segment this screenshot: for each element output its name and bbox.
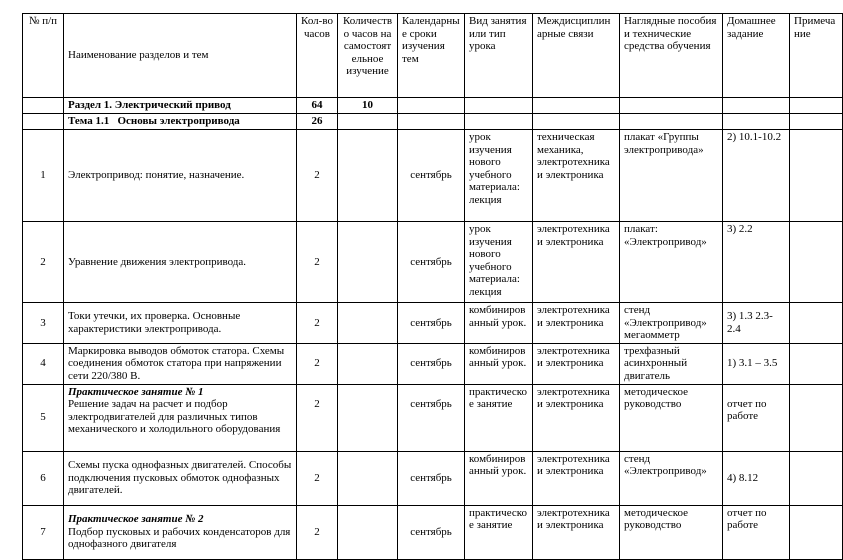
row-homework: 1) 3.1 – 3.5 [723, 343, 790, 384]
row-calendar: сентябрь [398, 343, 465, 384]
practical-title: Практическое занятие № 2 [68, 513, 204, 526]
row-homework: отчет по работе [723, 505, 790, 559]
row-name: Уравнение движения электропривода. [64, 222, 297, 303]
row-hours: 2 [297, 130, 338, 222]
row-type: практическое занятие [465, 384, 533, 451]
row-name: Токи утечки, их проверка. Основные характеристики электропривода. [64, 303, 297, 344]
section-hours: 64 [297, 98, 338, 114]
row-name-cell [64, 384, 297, 451]
row-homework: 3) 1.3 2.3-2.4 [723, 303, 790, 344]
topic-hours: 26 [297, 114, 338, 130]
row-interdisc: электротехника и электроника [533, 222, 620, 303]
row-aids: стенд «Электропривод» мегаомметр [620, 303, 723, 344]
row-interdisc: электротехника и электроника [533, 303, 620, 344]
section-self-hours: 10 [338, 98, 398, 114]
practical-title: Практическое занятие № 1 [68, 385, 204, 398]
row-aids: трехфазный асинхронный двигатель [620, 343, 723, 384]
table-row [23, 130, 843, 222]
header-self-hours: Количество часов на самостоятельное изучение [338, 14, 398, 98]
row-name: Решение задач на расчет и подбор электродвигателей для различных типов механического и холодильного оборудования [68, 398, 281, 436]
table-row [23, 222, 843, 303]
row-calendar: сентябрь [398, 303, 465, 344]
header-interdisc: Междисциплинарные связи [533, 14, 620, 98]
row-name: Подбор пусковых и рабочих конденсаторов для однофазного двигателя [68, 525, 291, 551]
row-hours: 2 [297, 222, 338, 303]
header-hours: Кол-во часов [297, 14, 338, 98]
row-num: 1 [23, 130, 64, 222]
row-name: Маркировка выводов обмоток статора. Схемы соединения обмоток статора при напряжении сети 220/380 В. [64, 343, 297, 384]
row-homework: 2) 10.1-10.2 [723, 130, 790, 222]
row-calendar: сентябрь [398, 505, 465, 559]
row-num: 4 [23, 343, 64, 384]
row-name-cell [64, 505, 297, 559]
row-calendar: сентябрь [398, 384, 465, 451]
row-type: комбинированный урок. [465, 303, 533, 344]
row-calendar: сентябрь [398, 222, 465, 303]
table-row [23, 505, 843, 559]
row-interdisc: электротехника и электроника [533, 343, 620, 384]
topic-title: Тема 1.1 Основы электропривода [64, 114, 297, 130]
row-calendar: сентябрь [398, 130, 465, 222]
row-hours: 2 [297, 451, 338, 505]
table-row [23, 384, 843, 451]
row-interdisc: техническая механика, электротехника и электроника [533, 130, 620, 222]
header-homework: Домашнее задание [723, 14, 790, 98]
header-notes: Примечание [790, 14, 843, 98]
row-type: урок изучения нового учебного материала: лекция [465, 222, 533, 303]
section-title: Раздел 1. Электрический привод [64, 98, 297, 114]
row-hours: 2 [297, 343, 338, 384]
row-name: Схемы пуска однофазных двигателей. Способы подключения пусковых обмоток однофазных двигателей. [64, 451, 297, 505]
row-homework: 3) 2.2 [723, 222, 790, 303]
row-aids: стенд «Электропривод» [620, 451, 723, 505]
row-name: Электропривод: понятие, назначение. [64, 130, 297, 222]
table-row [23, 343, 843, 384]
row-hours: 2 [297, 505, 338, 559]
row-num: 2 [23, 222, 64, 303]
row-hours: 2 [297, 303, 338, 344]
row-aids: плакат: «Электропривод» [620, 222, 723, 303]
row-interdisc: электротехника и электроника [533, 384, 620, 451]
curriculum-table [22, 13, 843, 560]
row-homework: отчет по работе [723, 384, 790, 451]
row-type: практическое занятие [465, 505, 533, 559]
row-type: урок изучения нового учебного материала: лекция [465, 130, 533, 222]
row-homework: 4) 8.12 [723, 451, 790, 505]
table-row [23, 303, 843, 344]
row-num: 7 [23, 505, 64, 559]
row-num: 3 [23, 303, 64, 344]
row-type: комбинированный урок. [465, 343, 533, 384]
row-aids: методическое руководство [620, 384, 723, 451]
row-num: 6 [23, 451, 64, 505]
row-hours: 2 [297, 384, 338, 451]
row-num: 5 [23, 384, 64, 451]
header-row [23, 14, 843, 98]
row-aids: методическое руководство [620, 505, 723, 559]
table-row [23, 451, 843, 505]
header-aids: Наглядные пособия и технические средства обучения [620, 14, 723, 98]
header-lesson-type: Вид занятия или тип урока [465, 14, 533, 98]
row-interdisc: электротехника и электроника [533, 505, 620, 559]
header-calendar: Календарные сроки изучения тем [398, 14, 465, 98]
row-interdisc: электротехника и электроника [533, 451, 620, 505]
header-num: № п/п [23, 14, 64, 98]
topic-row [23, 114, 843, 130]
row-type: комбинированный урок. [465, 451, 533, 505]
row-aids: плакат «Группы электропривода» [620, 130, 723, 222]
section-row [23, 98, 843, 114]
header-name: Наименование разделов и тем [64, 14, 297, 98]
row-calendar: сентябрь [398, 451, 465, 505]
